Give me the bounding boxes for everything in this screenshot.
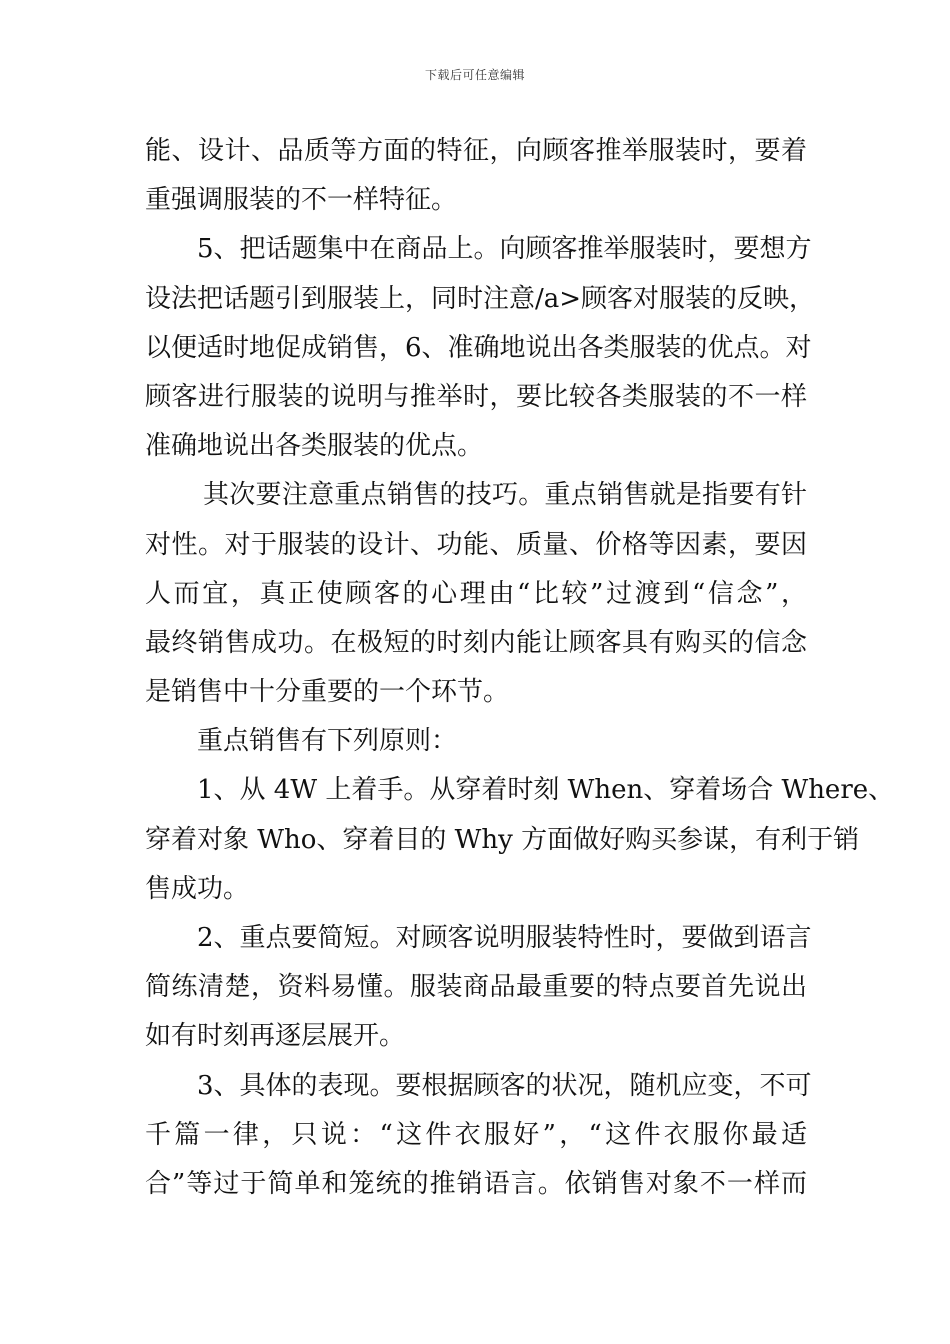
text-line: 准确地说出各类服装的优点。 [145, 431, 484, 462]
text-line: 如有时刻再逐层展开。 [145, 1021, 406, 1052]
text-line: 2、重点要简短。对顾客说明服装特性时，要做到语言 [197, 923, 812, 953]
text-line: 穿着对象 Who、穿着目的 Why 方面做好购买参谋，有利于销 [145, 824, 860, 855]
text-line: 其次要注意重点销售的技巧。重点销售就是指要有针 [203, 480, 807, 511]
text-line: 售成功。 [145, 873, 250, 904]
text-line: 对性。对于服装的设计、功能、质量、价格等因素，要因 [145, 529, 807, 560]
text-line: 能、设计、品质等方面的特征，向顾客推举服装时，要着 [145, 136, 807, 166]
text-line: 最终销售成功。在极短的时刻内能让顾客具有购买的信念 [145, 627, 807, 658]
body-text [145, 127, 895, 1209]
text-line: 千篇一律，只说：“这件衣服好”，“这件衣服你最适 [145, 1119, 807, 1150]
text-line: 重点销售有下列原则： [197, 726, 458, 757]
text-line: 人而宜，真正使顾客的心理由“比较”过渡到“信念”， [145, 578, 807, 609]
text-line: 合”等过于简单和笼统的推销语言。依销售对象不一样而 [145, 1168, 807, 1199]
text-line: 设法把话题引到服装上，同时注意/a>顾客对服装的反映， [145, 283, 816, 314]
text-line: 重强调服装的不一样特征。 [145, 185, 458, 216]
text-line: 简练清楚，资料易懂。服装商品最重要的特点要首先说出 [145, 972, 807, 1003]
text-line: 5、把话题集中在商品上。向顾客推举服装时，要想方 [197, 234, 812, 265]
text-line: 是销售中十分重要的一个环节。 [145, 677, 510, 708]
text-line: 3、具体的表现。要根据顾客的状况，随机应变，不可 [197, 1070, 812, 1101]
text-line: 顾客进行服装的说明与推举时，要比较各类服装的不一样 [145, 381, 807, 412]
text-line: 以便适时地促成销售，6、准确地说出各类服装的优点。对 [145, 332, 812, 363]
text-line: 1、从 4W 上着手。从穿着时刻 When、穿着场合 Where、 [197, 775, 895, 806]
page-header: 下载后可任意编辑 [424, 68, 525, 82]
